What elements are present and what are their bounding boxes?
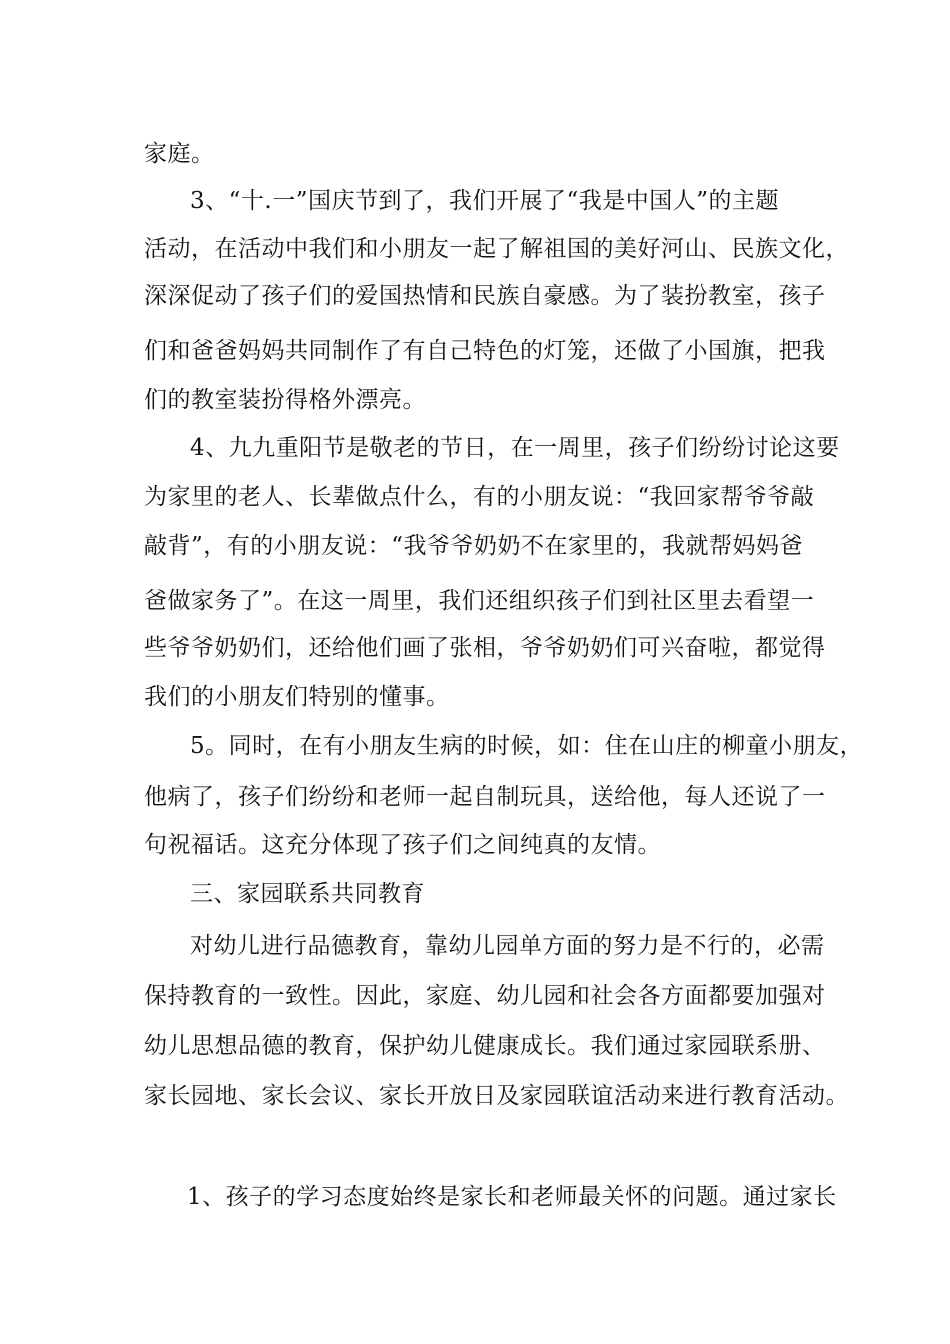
text-line: 们的教室装扮得格外漂亮。 [144,387,426,413]
text-line: 句祝福话。这充分体现了孩子们之间纯真的友情。 [144,832,661,858]
section-heading: 三、家园联系共同教育 [190,881,425,907]
text-line: 们和爸爸妈妈共同制作了有自己特色的灯笼，还做了小国旗，把我 [144,338,826,364]
paragraph-3-start: 3、“十.一”国庆节到了，我们开展了“我是中国人”的主题 [190,188,779,214]
text-line: 我们的小朋友们特别的懂事。 [144,684,450,710]
text-line: 他病了，孩子们纷纷和老师一起自制玩具，送给他，每人还说了一 [144,784,826,810]
text-line: 家长园地、家长会议、家长开放日及家园联谊活动来进行教育活动。 [144,1083,849,1109]
text-line: 活动，在活动中我们和小朋友一起了解祖国的美好河山、民族文化， [144,236,849,262]
paragraph-1-start: 1、孩子的学习态度始终是家长和老师最关怀的问题。通过家长 [187,1184,837,1210]
text-line: 幼儿思想品德的教育，保护幼儿健康成长。我们通过家园联系册、 [144,1033,826,1059]
paragraph-5-start: 5。同时，在有小朋友生病的时候，如：住在山庄的柳童小朋友， [190,733,864,759]
text-line: 深深促动了孩子们的爱国热情和民族自豪感。为了装扮教室，孩子 [144,283,826,309]
text-line: 些爷爷奶奶们，还给他们画了张相，爷爷奶奶们可兴奋啦，都觉得 [144,635,826,661]
text-line: 为家里的老人、长辈做点什么，有的小朋友说：“我回家帮爷爷敲 [144,484,815,510]
text-line: 爸做家务了”。在这一周里，我们还组织孩子们到社区里去看望一 [144,588,815,614]
text-line: 敲背”，有的小朋友说：“我爷爷奶奶不在家里的，我就帮妈妈爸 [144,533,804,559]
text-line: 家庭。 [144,141,215,167]
text-line: 保持教育的一致性。因此，家庭、幼儿园和社会各方面都要加强对 [144,983,826,1009]
paragraph-start: 对幼儿进行品德教育，靠幼儿园单方面的努力是不行的，必需 [190,933,825,959]
paragraph-4-start: 4、九九重阳节是敬老的节日，在一周里，孩子们纷纷讨论这要 [190,435,840,461]
